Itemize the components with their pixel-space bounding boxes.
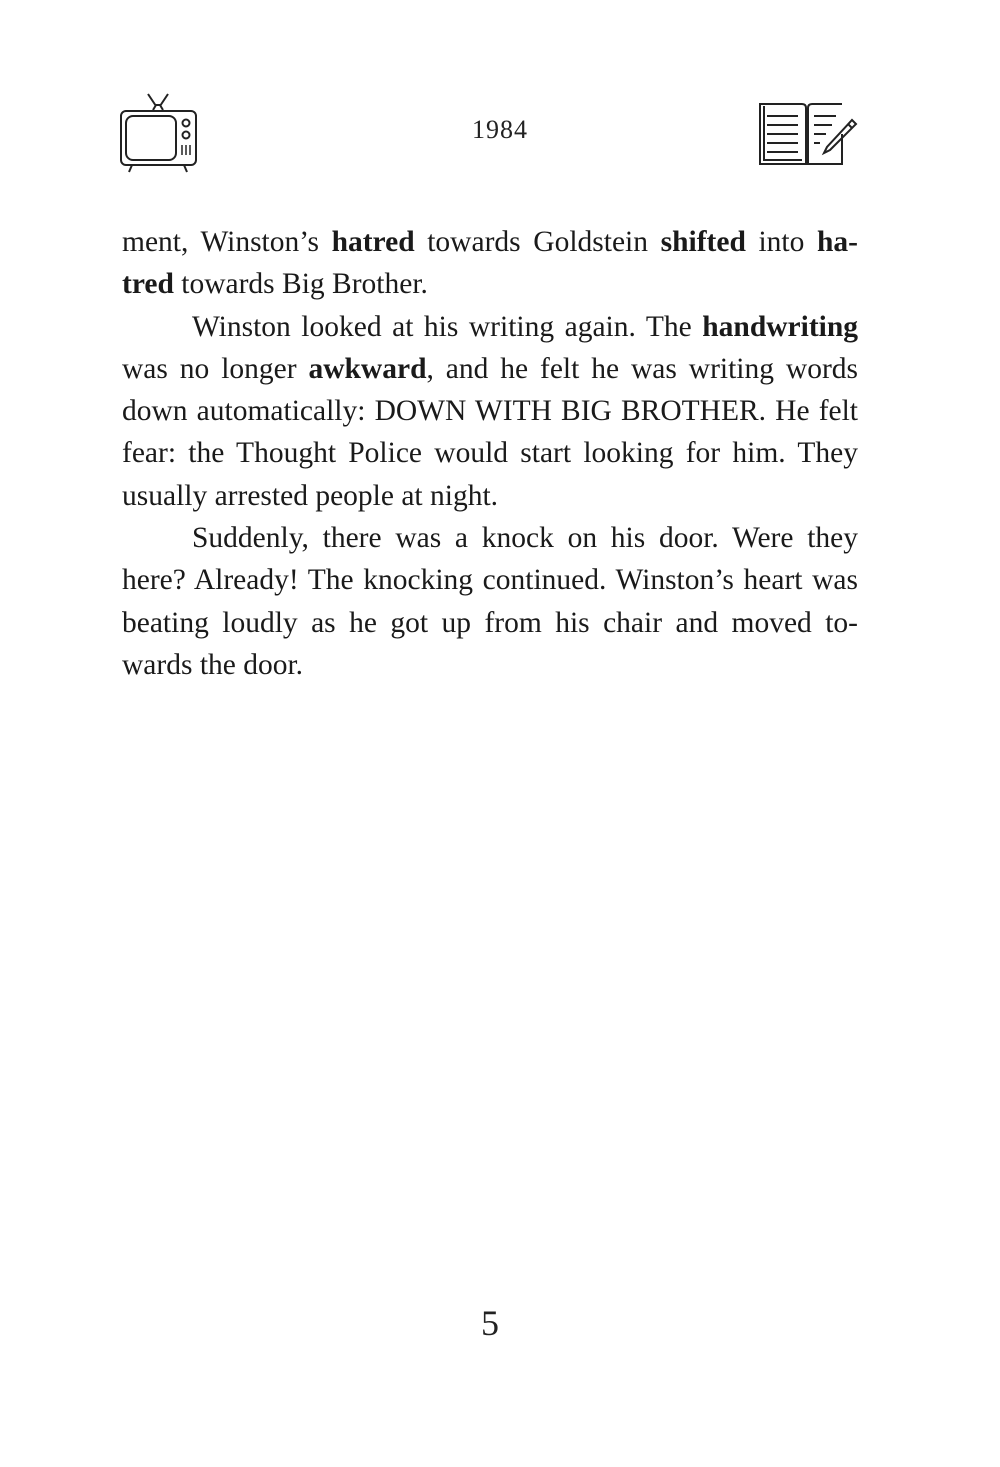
- text-run: into: [745, 226, 818, 258]
- bold-vocabulary-word: ha-tred: [122, 226, 858, 301]
- text-run: towards Goldstein: [414, 226, 661, 258]
- text-run: towards Big Brother.: [173, 268, 428, 301]
- bold-vocabulary-word: awkward: [308, 352, 427, 385]
- bold-vocabulary-word: handwriting: [702, 310, 858, 343]
- paragraph: [122, 306, 858, 517]
- text-run: , and he felt he was writing words down automatically: DOWN WITH BIG BROTHER. He felt fear: the Thought Police would start looking for him. They usually arrested people at night.: [122, 352, 858, 512]
- open-book-pen-icon: [758, 100, 858, 166]
- bold-vocabulary-word: hatred: [331, 226, 415, 258]
- text-run: Suddenly, there was a knock on his door. Were they here? Already! The knocking continued. Winston’s heart was beating loudly as he got up from his chair and moved to-wards the door.: [122, 522, 858, 681]
- paragraph: [122, 517, 858, 686]
- text-run: ment, Winston’s: [122, 226, 332, 258]
- page-number: 5: [481, 1303, 499, 1343]
- running-title: 1984: [472, 115, 528, 144]
- body-text: [122, 221, 858, 686]
- text-run: Winston looked at his writing again. The: [192, 310, 703, 343]
- page-header: [0, 0, 1000, 190]
- bold-vocabulary-word: shifted: [660, 226, 746, 258]
- paragraph: [122, 221, 858, 306]
- text-run: was no longer: [122, 352, 309, 385]
